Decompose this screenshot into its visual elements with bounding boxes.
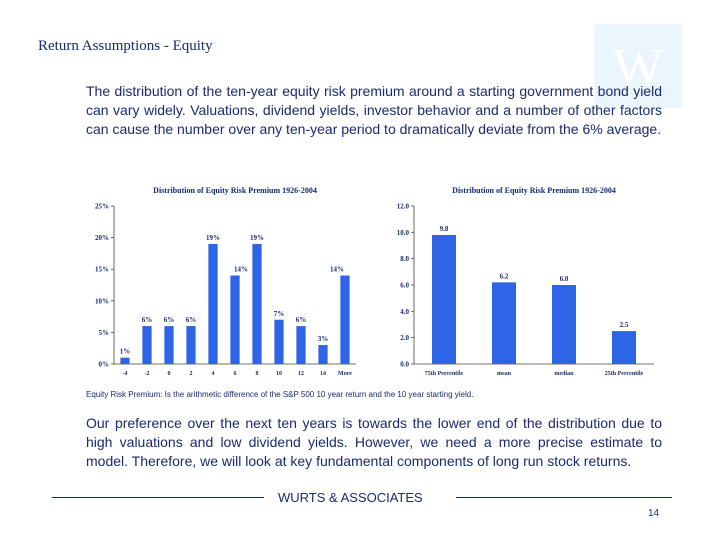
logo-letter: W: [612, 37, 664, 97]
y-tick-label: 4.0: [400, 307, 409, 316]
data-label: 14%: [234, 265, 248, 274]
x-tick-label: 14: [320, 371, 326, 377]
x-tick-label: 0: [167, 371, 171, 377]
y-tick-label: 2.0: [400, 334, 409, 343]
y-tick-label: 0%: [98, 360, 109, 369]
data-label: 14%: [330, 265, 344, 274]
intro-paragraph: The distribution of the ten-year equity risk premium around a starting government bond yield can vary widely. Valuations, dividend yields, investor behavior and a number of other factors can cause the number over any ten-year period to dramatically deviate from the 6% average.: [86, 83, 662, 137]
bar: [318, 345, 327, 364]
data-label: 6.0: [559, 275, 569, 283]
x-tick-label: 8: [255, 371, 259, 377]
data-label: 6%: [185, 316, 197, 325]
conclusion-paragraph: Our preference over the next ten years is towards the lower end of the distribution due to high valuations and low dividend yields. However, we need a more precise estimate to model. Therefore, we will look at key fundamental components of long run stock returns.: [86, 415, 662, 469]
x-tick-label: 6: [233, 371, 237, 377]
chart-title: Distribution of Equity Risk Premium 1926-2004: [452, 186, 616, 195]
slide-title: Return Assumptions - Equity: [38, 38, 213, 54]
percentile-bar-chart: [372, 180, 672, 380]
data-label: 6%: [141, 316, 153, 325]
data-label: 6.2: [499, 272, 509, 281]
bar: [208, 244, 217, 364]
chart-footnote: Equity Risk Premium: Is the arithmetic difference of the S&P 500 10 year return and the 10 year starting yield.: [86, 390, 474, 399]
data-label: 19%: [206, 233, 220, 242]
y-tick-label: 0.0: [400, 360, 409, 369]
footer-company-name: WURTS & ASSOCIATES: [278, 490, 423, 505]
x-tick-label: More: [338, 371, 352, 377]
bar: [552, 285, 576, 364]
y-tick-label: 10.0: [396, 228, 409, 237]
data-label: 6%: [163, 316, 175, 325]
x-tick-label: 75th Percentile: [424, 371, 464, 377]
y-tick-label: 6.0: [400, 281, 409, 290]
y-tick-label: 8.0: [400, 255, 409, 264]
page-number: 14: [648, 508, 660, 519]
x-tick-label: 10: [276, 371, 282, 377]
bar: [612, 331, 636, 364]
data-label: 19%: [250, 233, 264, 242]
bar: [492, 282, 516, 364]
y-tick-label: 10%: [95, 297, 109, 306]
data-label: 3%: [317, 335, 329, 344]
data-label: 1%: [119, 347, 131, 356]
bar: [186, 326, 195, 364]
x-tick-label: 2: [189, 371, 193, 377]
bar: [432, 235, 456, 364]
bar: [142, 326, 151, 364]
bar: [120, 358, 129, 364]
y-tick-label: 25%: [95, 202, 109, 211]
x-tick-label: 12: [298, 371, 304, 377]
bar: [340, 276, 349, 364]
x-tick-label: -4: [122, 371, 128, 377]
x-tick-label: median: [554, 371, 574, 377]
data-label: 9.8: [439, 224, 449, 233]
y-tick-label: 15%: [95, 265, 109, 274]
x-tick-label: -2: [144, 371, 150, 377]
data-label: 6%: [295, 316, 307, 325]
bar: [164, 326, 173, 364]
y-tick-label: 20%: [95, 234, 109, 243]
y-tick-label: 12.0: [396, 202, 409, 211]
bar: [296, 326, 305, 364]
distribution-histogram: [84, 180, 370, 380]
data-label: 7%: [273, 309, 285, 318]
footer-rule-right: [456, 497, 672, 498]
y-tick-label: 5%: [98, 328, 109, 337]
bar: [274, 320, 283, 364]
chart-title: Distribution of Equity Risk Premium 1926-2004: [153, 186, 317, 195]
footer-rule-left: [52, 497, 264, 498]
bar: [252, 244, 261, 364]
x-tick-label: 25th Percentile: [604, 371, 644, 377]
x-tick-label: 4: [211, 371, 215, 377]
x-tick-label: mean: [497, 371, 511, 377]
bar: [230, 276, 239, 364]
data-label: 2.5: [619, 321, 629, 330]
